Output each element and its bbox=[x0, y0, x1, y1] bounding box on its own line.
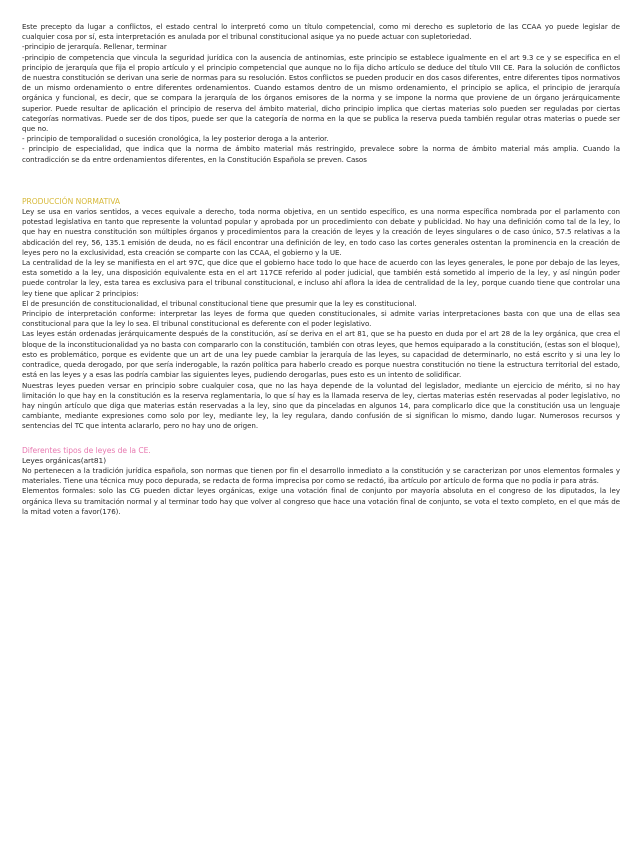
paragraph-competencia: -principio de competencia que vincula la seguridad jurídica con la ausencia de antinomias, este principio se establece igualmente en el art 9.3 ce y se especifica en el principio de jerarquía que fija el propio artículo y el principio competencial que aunque no lo fija dicho artículo se deduce del título VIII CE. Para la solución de conflictos de nuestra constitución se derivan una serie de normas para su resolución. Estos conflictos se pueden producir en dos casos diferentes, entre diferentes tipos normativos de un mismo ordenamiento o entre diferentes ordenamientos. Cuando estamos dentro de un mismo ordenamiento, el principio se aplica, el principio de jerarquía orgánica y funcional, es decir, que se compara la jerarquía de los órganos emisores de la norma y se impone la norma que proviene de un órgano jerárquicamente superior. Puede resultar de aplicación el principio de reserva del ámbito material, dicho principio implica que ciertas materias solo pueden ser reguladas por ciertas categorías normativas. Puede ser de dos tipos, puede ser que la categoría de norma en la que se publica la reserva pueda también regular otras materias o puede ser que no. bbox=[22, 52, 620, 134]
document-page bbox=[22, 22, 620, 517]
paragraph-especialidad: - principio de especialidad, que indica que la norma de ámbito material más restringido, prevalece sobre la norma de ámbito material más amplia. Cuando la contradicción se da entre ordenamientos diferentes, en la Constitución Española se preven. Casos bbox=[22, 144, 620, 164]
section-heading-produccion: PRODUCCIÓN NORMATIVA bbox=[22, 196, 121, 206]
paragraph-jerarquia-note: -principio de jerarquía. Rellenar, terminar bbox=[22, 42, 167, 52]
spacer bbox=[22, 432, 620, 446]
subheading-leyes-organicas: Leyes orgánicas(art81) bbox=[22, 455, 107, 465]
paragraph-ley-sentidos: Ley se usa en varios sentidos, a veces equivale a derecho, toda norma objetiva, en un sentido específico, es una norma específica nombrada por el parlamento con potestad legislativa en tanto que represente la voluntad popular y aprobada por un procedimiento con debate y publicidad. No hay una definición como tal de la ley, lo que hay en nuestra constitución son múltiples órganos y procedimientos para la creación de leyes y la creación de leyes singulares o de caso único, 57.5 relativas a la abdicación del rey, 56, 135.1 emisión de deuda, no es fácil encontrar una definición de ley, en todo caso las cortes generales ostentan la prominencia en la creación de leyes pero no la exclusividad, esta creación se comparte con las CCAA, el gobierno y la UE. bbox=[22, 207, 620, 257]
paragraph-centralidad: La centralidad de la ley se manifiesta en el art 97C, que dice que el gobierno hace todo lo que hace de acuerdo con las leyes generales, le pone por debajo de las leyes, esta sometido a la ley, una disposición equivalente esta en el art 117CE referido al poder judicial, que también está sometido al imperio de la ley, y así ningún poder puede controlar la ley, esta tarea es exclusiva para el tribunal constitucional, e incluso ahí aflora la idea de centralidad de la ley, porque cuando tiene que controlar una ley tiene que aplicar 2 principios: bbox=[22, 258, 620, 298]
paragraph-supletoriedad: Este precepto da lugar a conflictos, el estado central lo interpretó como un título competencial, como mi derecho es supletorio de las CCAA yo puede legislar de cualquier cosa por sí, esta interpretación es anulada por el tribunal constitucional asique ya no puede actuar con supletoriedad. bbox=[22, 22, 620, 42]
paragraph-reserva-ley: Nuestras leyes pueden versar en principio sobre cualquier cosa, que no las haya depende de la voluntad del legislador, mediante un ejercicio de mérito, si no hay limitación lo que hay en la constitución es la reserva reglamentaria, lo que sí hay es la llamada reserva de ley, ciertas materias estén reservadas al poder legislativo, no hay ningún artículo que diga que materias están reservadas a la ley, sino que da pinceladas en algunos 14, para complicarlo dice que la constitución usa un lenguaje cambiante, mediante expresiones como solo por ley, mediante ley, la ley regulara, dando confusión de si significan lo mismo, dando lugar. Numerosos recursos y sentencias del TC que intenta aclararlo, pero no hay uno de origen. bbox=[22, 380, 620, 431]
paragraph-interpretacion: Principio de interpretación conforme: interpretar las leyes de forma que queden constitucionales, si admite varias interpretaciones basta con que una de ellas sea constitucional para que la ley lo sea. El tribunal constitucional es deferente con el poder legislativo. bbox=[22, 309, 620, 329]
paragraph-tradicion: No pertenecen a la tradición jurídica española, son normas que tienen por fin el desarrollo inmediato a la constitución y se caracterizan por unos elementos formales y materiales. Tiene una técnica muy poco depurada, se redacta de forma imprecisa por como se redactó, iba artículo por artículo de forma que no podía ir para atrás. bbox=[22, 465, 620, 486]
spacer bbox=[22, 165, 620, 197]
paragraph-elementos-formales: Elementos formales: solo las CG pueden dictar leyes orgánicas, exige una votación final de conjunto por mayoría absoluta en el congreso de los diputados, la ley orgánica lleva su tramitación normal y al terminar todo hay que volver al congreso que hace una votación final de conjunto, se vota el texto completo, en el que más de la mitad voten a favor(176). bbox=[22, 486, 620, 516]
paragraph-temporalidad: - principio de temporalidad o sucesión cronológica, la ley posterior deroga a la anterior. bbox=[22, 134, 329, 144]
section-heading-tipos: Diferentes tipos de leyes de la CE. bbox=[22, 445, 151, 455]
paragraph-jerarquia-leyes: Las leyes están ordenadas jerárquicamente después de la constitución, así se deriva en el art 81, que se ha puesto en duda por el art 28 de la ley orgánica, que crea el bloque de la inconstitucionalidad ya no basta con compararlo con la constitución, también con otras leyes, que hemos equiparado a la constitución, (estas son el bloque), esto es problemático, porque es evidente que un art de una ley puede cambiar la jerarquía de las leyes, su capacidad de determinarlo, no está escrito y si una ley lo contradice, queda derogado, por que sería inderogable, la razón política para haberlo creado es porque nuestra constitución no tiene la estructura territorial del estado, está en las leyes y a esas las podría cambiar las siguientes leyes, pudiendo derogarlas, pues esto es un intento de solidificar. bbox=[22, 329, 620, 380]
paragraph-presuncion: El de presunción de constitucionalidad, el tribunal constitucional tiene que presumir que la ley es constitucional. bbox=[22, 298, 417, 308]
